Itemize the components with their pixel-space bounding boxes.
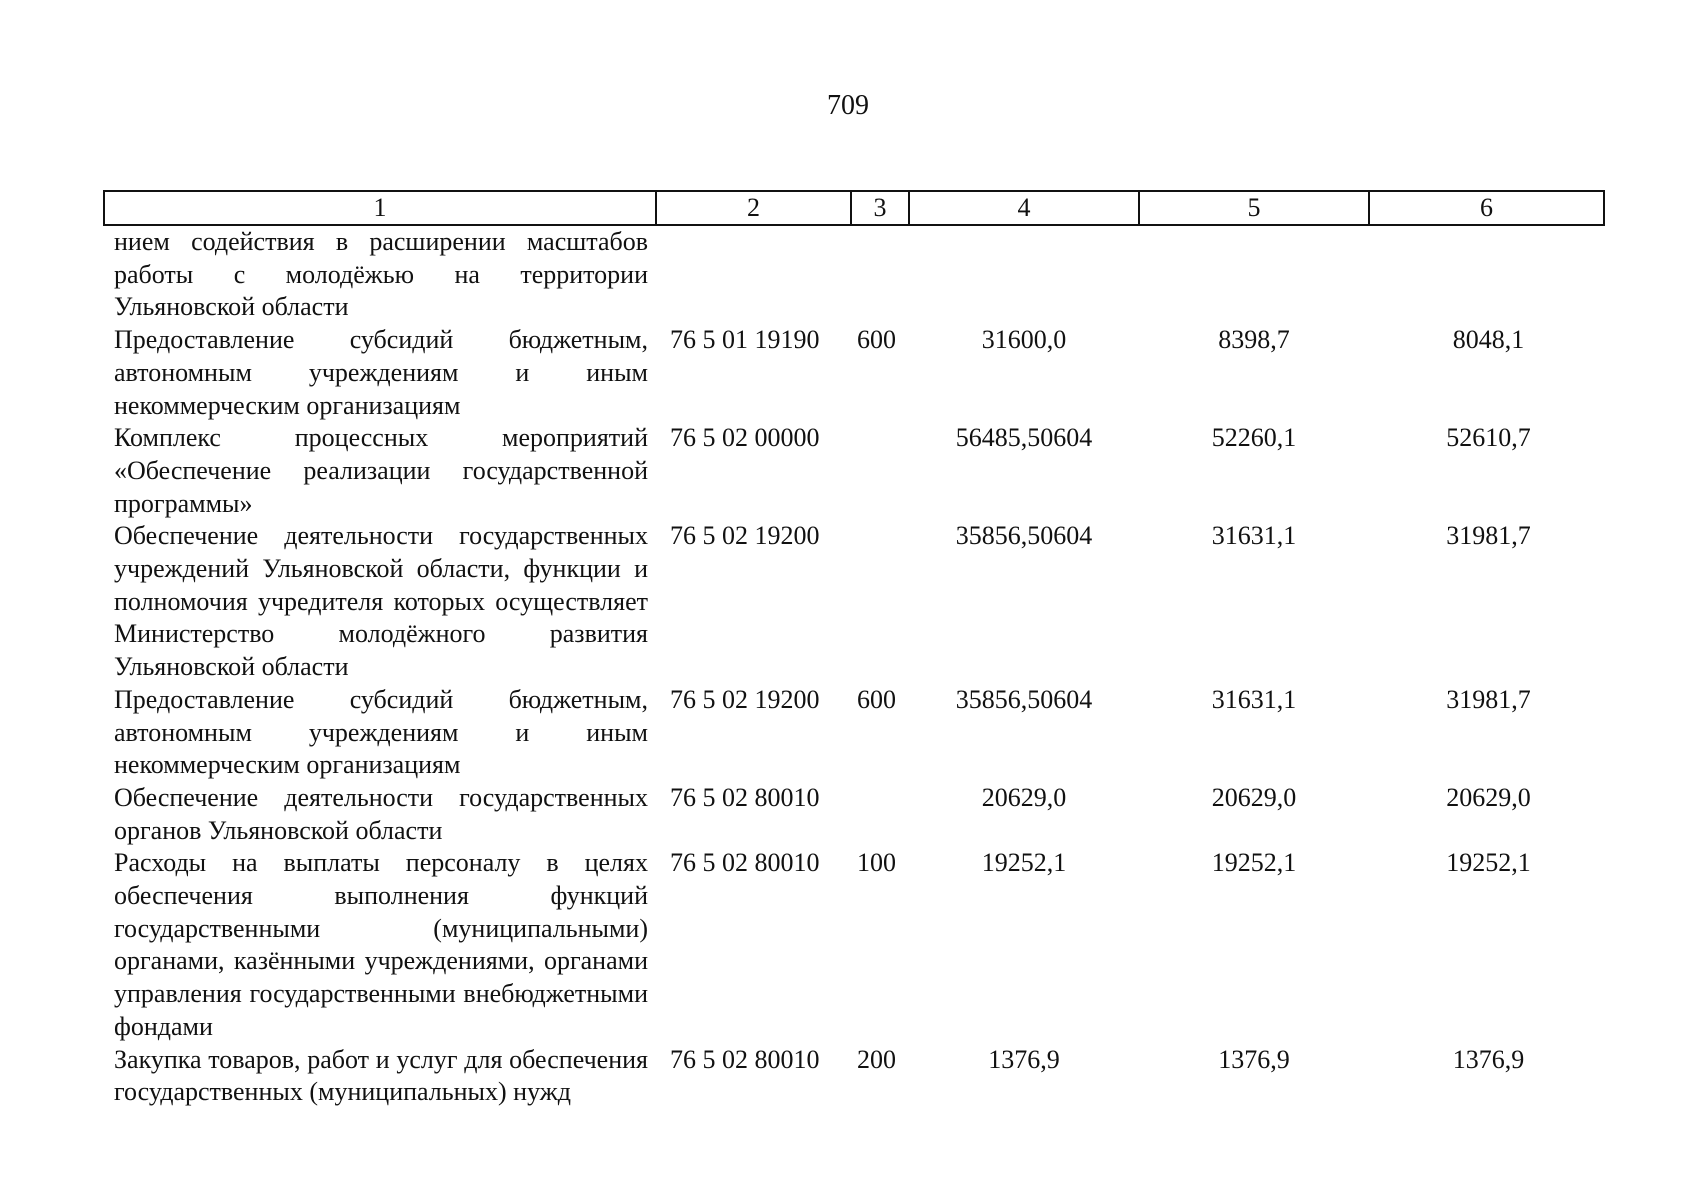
row-target-code: 76 5 02 80010 [670, 848, 820, 878]
table-row [104, 782, 1604, 847]
table-row [104, 520, 1604, 684]
row-description: Комплекс процессных мероприятий «Обеспечение реализации государственной программы» [114, 423, 648, 518]
row-amount-col5: 19252,1 [1211, 848, 1297, 878]
row-amount-col5: 1376,9 [1218, 1044, 1290, 1074]
budget-table [103, 190, 1605, 1109]
row-amount-col4: 19252,1 [981, 848, 1067, 878]
table-row [104, 847, 1604, 1043]
column-header-1: 1 [104, 191, 656, 225]
row-amount-col4: 31600,0 [981, 325, 1067, 355]
row-amount-col5: 52260,1 [1211, 423, 1297, 453]
row-amount-col6 [1369, 225, 1604, 324]
row-expense-type: 600 [857, 325, 896, 355]
row-description: Закупка товаров, работ и услуг для обеспечения государственных (муниципальных) нужд [114, 1044, 648, 1107]
row-amount-col4: 56485,50604 [955, 423, 1093, 453]
row-expense-type [851, 520, 909, 684]
table-row [104, 225, 1604, 324]
table-row [104, 1044, 1604, 1109]
column-header-5: 5 [1139, 191, 1369, 225]
row-expense-type: 100 [857, 848, 896, 878]
table-row [104, 684, 1604, 782]
column-header-4: 4 [909, 191, 1139, 225]
row-amount-col6: 19252,1 [1446, 848, 1531, 878]
column-header-3: 3 [851, 191, 909, 225]
row-target-code: 76 5 02 80010 [670, 1044, 820, 1074]
row-amount-col4: 35856,50604 [955, 684, 1093, 714]
row-amount-col5: 31631,1 [1211, 521, 1297, 551]
row-amount-col4: 35856,50604 [955, 521, 1093, 551]
row-description: Предоставление субсидий бюджетным, автономным учреждениям и иным некоммерческим организациям [114, 325, 648, 420]
row-target-code: 76 5 02 19200 [670, 684, 820, 714]
table-row [104, 324, 1604, 422]
row-expense-type [851, 422, 909, 520]
table-row [104, 422, 1604, 520]
row-target-code [656, 225, 851, 324]
row-amount-col6: 1376,9 [1452, 1044, 1525, 1074]
row-description: Предоставление субсидий бюджетным, автономным учреждениям и иным некоммерческим организациям [114, 684, 648, 780]
table-header-row [104, 191, 1604, 225]
row-amount-col6: 52610,7 [1446, 423, 1531, 453]
row-target-code: 76 5 02 00000 [670, 423, 820, 453]
row-expense-type: 200 [857, 1044, 896, 1074]
row-amount-col5: 8398,7 [1218, 325, 1290, 355]
row-description: Обеспечение деятельности государственных учреждений Ульяновской области, функции и полномочия учредителя которых осуществляет Министерство молодёжного развития Ульяновской области [114, 521, 648, 682]
page-number: 709 [827, 90, 869, 121]
row-amount-col6: 8048,1 [1452, 325, 1525, 355]
row-amount-col4: 1376,9 [988, 1044, 1060, 1074]
column-header-2: 2 [656, 191, 851, 225]
row-amount-col5: 20629,0 [1211, 782, 1297, 812]
row-target-code: 76 5 02 80010 [670, 782, 820, 812]
row-expense-type: 600 [857, 684, 896, 714]
row-amount-col6: 31981,7 [1446, 684, 1531, 714]
row-expense-type [851, 782, 909, 847]
row-description: Расходы на выплаты персоналу в целях обеспечения выполнения функций государственными (муниципальными) органами, казёнными учреждениями, органами управления государственными внебюджетными фондами [114, 848, 648, 1041]
row-amount-col4: 20629,0 [981, 782, 1067, 812]
row-amount-col6: 20629,0 [1446, 782, 1531, 812]
row-amount-col6: 31981,7 [1446, 521, 1531, 551]
row-amount-col4 [909, 225, 1139, 324]
row-description: Обеспечение деятельности государственных органов Ульяновской области [114, 782, 648, 845]
row-description: нием содействия в расширении масштабов работы с молодёжью на территории Ульяновской области [114, 227, 648, 322]
row-target-code: 76 5 01 19190 [670, 325, 820, 355]
row-amount-col5: 31631,1 [1211, 684, 1297, 714]
row-expense-type [851, 225, 909, 324]
row-target-code: 76 5 02 19200 [670, 521, 820, 551]
row-amount-col5 [1139, 225, 1369, 324]
column-header-6: 6 [1369, 191, 1604, 225]
